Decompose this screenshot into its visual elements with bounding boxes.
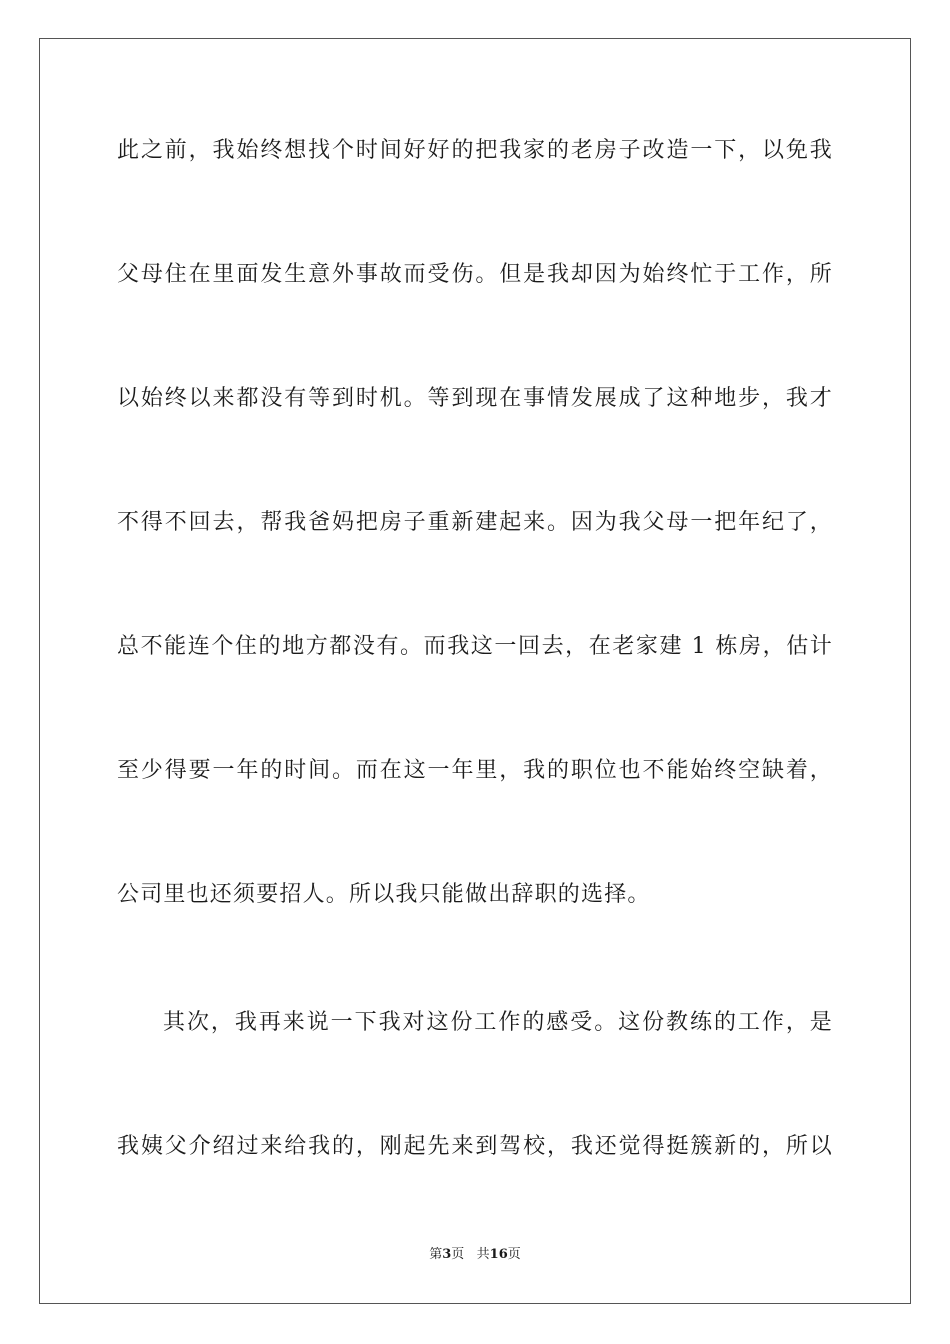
text-line: 此之前，我始终想找个时间好好的把我家的老房子改造一下，以免我	[117, 138, 833, 163]
text-line: 总不能连个住的地方都没有。而我这一回去，在老家建 1 栋房，估计	[117, 634, 833, 659]
page-border	[39, 38, 911, 1304]
text-line: 父母住在里面发生意外事故而受伤。但是我却因为始终忙于工作，所	[117, 262, 833, 287]
page-footer	[0, 1246, 950, 1264]
text-line: 不得不回去，帮我爸妈把房子重新建起来。因为我父母一把年纪了，	[117, 510, 833, 535]
footer-prefix: 第	[429, 1247, 443, 1262]
current-page-number: 3	[442, 1247, 452, 1262]
footer-suffix: 页	[507, 1247, 521, 1262]
paragraph-first-line: 其次，我再来说一下我对这份工作的感受。这份教练的工作，是	[163, 1010, 833, 1035]
text-line: 至少得要一年的时间。而在这一年里，我的职位也不能始终空缺着，	[117, 758, 833, 783]
total-pages-number: 16	[489, 1247, 508, 1262]
text-line: 我姨父介绍过来给我的，刚起先来到驾校，我还觉得挺簇新的，所以	[117, 1134, 833, 1159]
text-line: 以始终以来都没有等到时机。等到现在事情发展成了这种地步，我才	[117, 386, 833, 411]
text-line: 公司里也还须要招人。所以我只能做出辞职的选择。	[117, 882, 651, 907]
footer-middle: 页 共	[451, 1247, 490, 1262]
